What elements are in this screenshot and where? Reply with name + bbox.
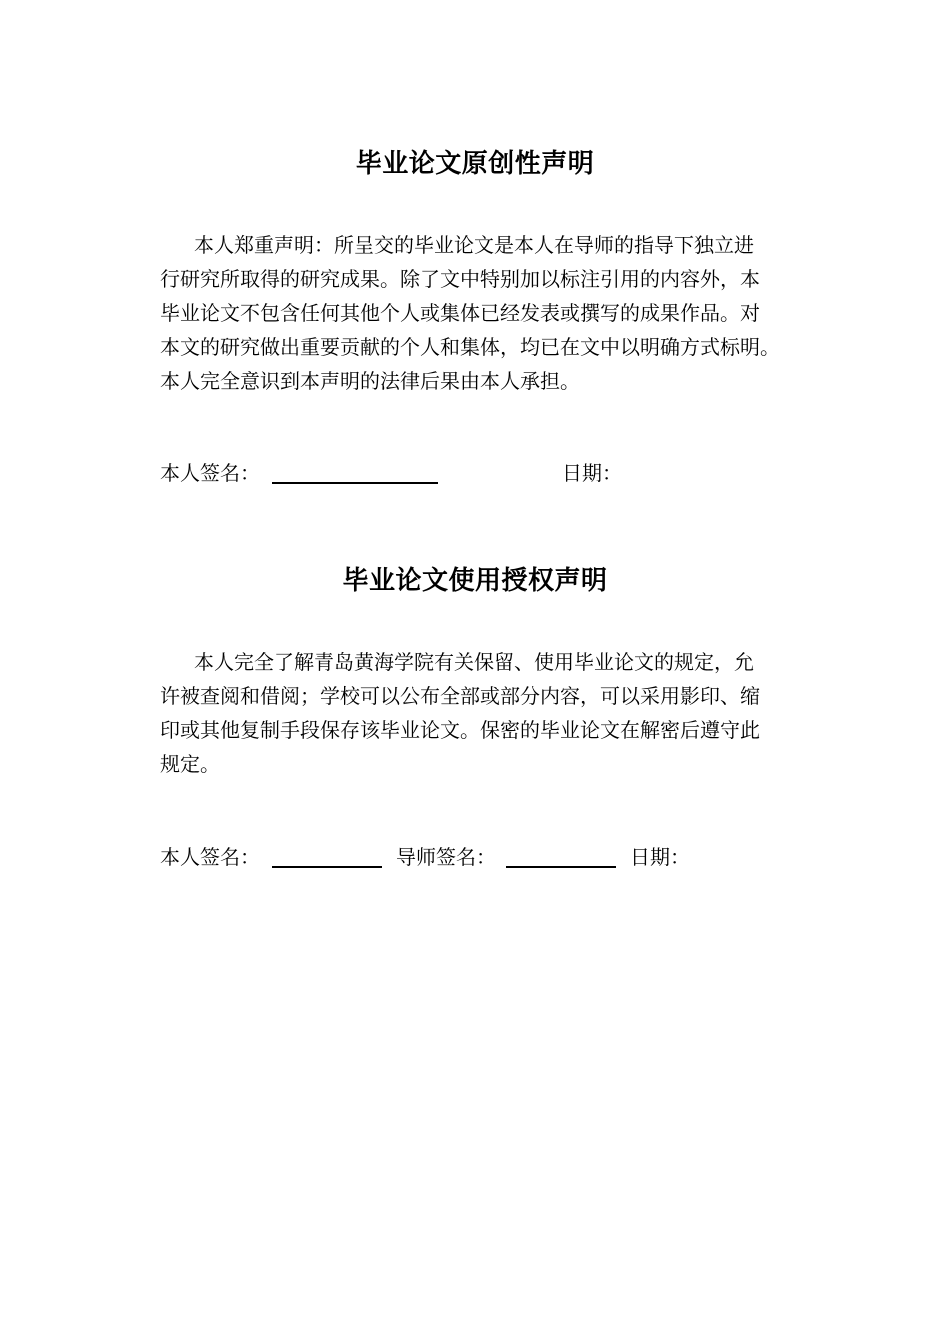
authorization-statement-title: 毕业论文使用授权声明 — [342, 566, 608, 596]
body-line: 毕业论文不包含任何其他个人或集体已经发表或撰写的成果作品。对 — [160, 301, 760, 325]
body-line: 规定。 — [160, 752, 220, 776]
authorization-statement-body — [160, 645, 850, 781]
authorization-signature-row — [160, 842, 860, 872]
author-signature-line[interactable] — [272, 866, 382, 868]
body-line: 本人郑重声明：所呈交的毕业论文是本人在导师的指导下独立进 — [194, 233, 754, 257]
author-signature-label: 本人签名： — [160, 845, 260, 869]
body-line: 行研究所取得的研究成果。除了文中特别加以标注引用的内容外，本 — [160, 267, 760, 291]
author-signature-label: 本人签名： — [160, 461, 260, 485]
date-label: 日期： — [562, 461, 622, 485]
author-signature-line[interactable] — [272, 482, 438, 484]
originality-signature-row — [160, 458, 860, 488]
body-line: 印或其他复制手段保存该毕业论文。保密的毕业论文在解密后遵守此 — [160, 718, 760, 742]
originality-statement-body — [160, 228, 850, 398]
date-label: 日期： — [630, 845, 690, 869]
originality-statement-title: 毕业论文原创性声明 — [355, 149, 595, 179]
body-line: 本人完全了解青岛黄海学院有关保留、使用毕业论文的规定，允 — [194, 650, 754, 674]
body-line: 本人完全意识到本声明的法律后果由本人承担。 — [160, 369, 580, 393]
advisor-signature-label: 导师签名： — [396, 845, 496, 869]
body-line: 许被查阅和借阅；学校可以公布全部或部分内容，可以采用影印、缩 — [160, 684, 760, 708]
body-line: 本文的研究做出重要贡献的个人和集体，均已在文中以明确方式标明。 — [160, 335, 780, 359]
advisor-signature-line[interactable] — [506, 866, 616, 868]
